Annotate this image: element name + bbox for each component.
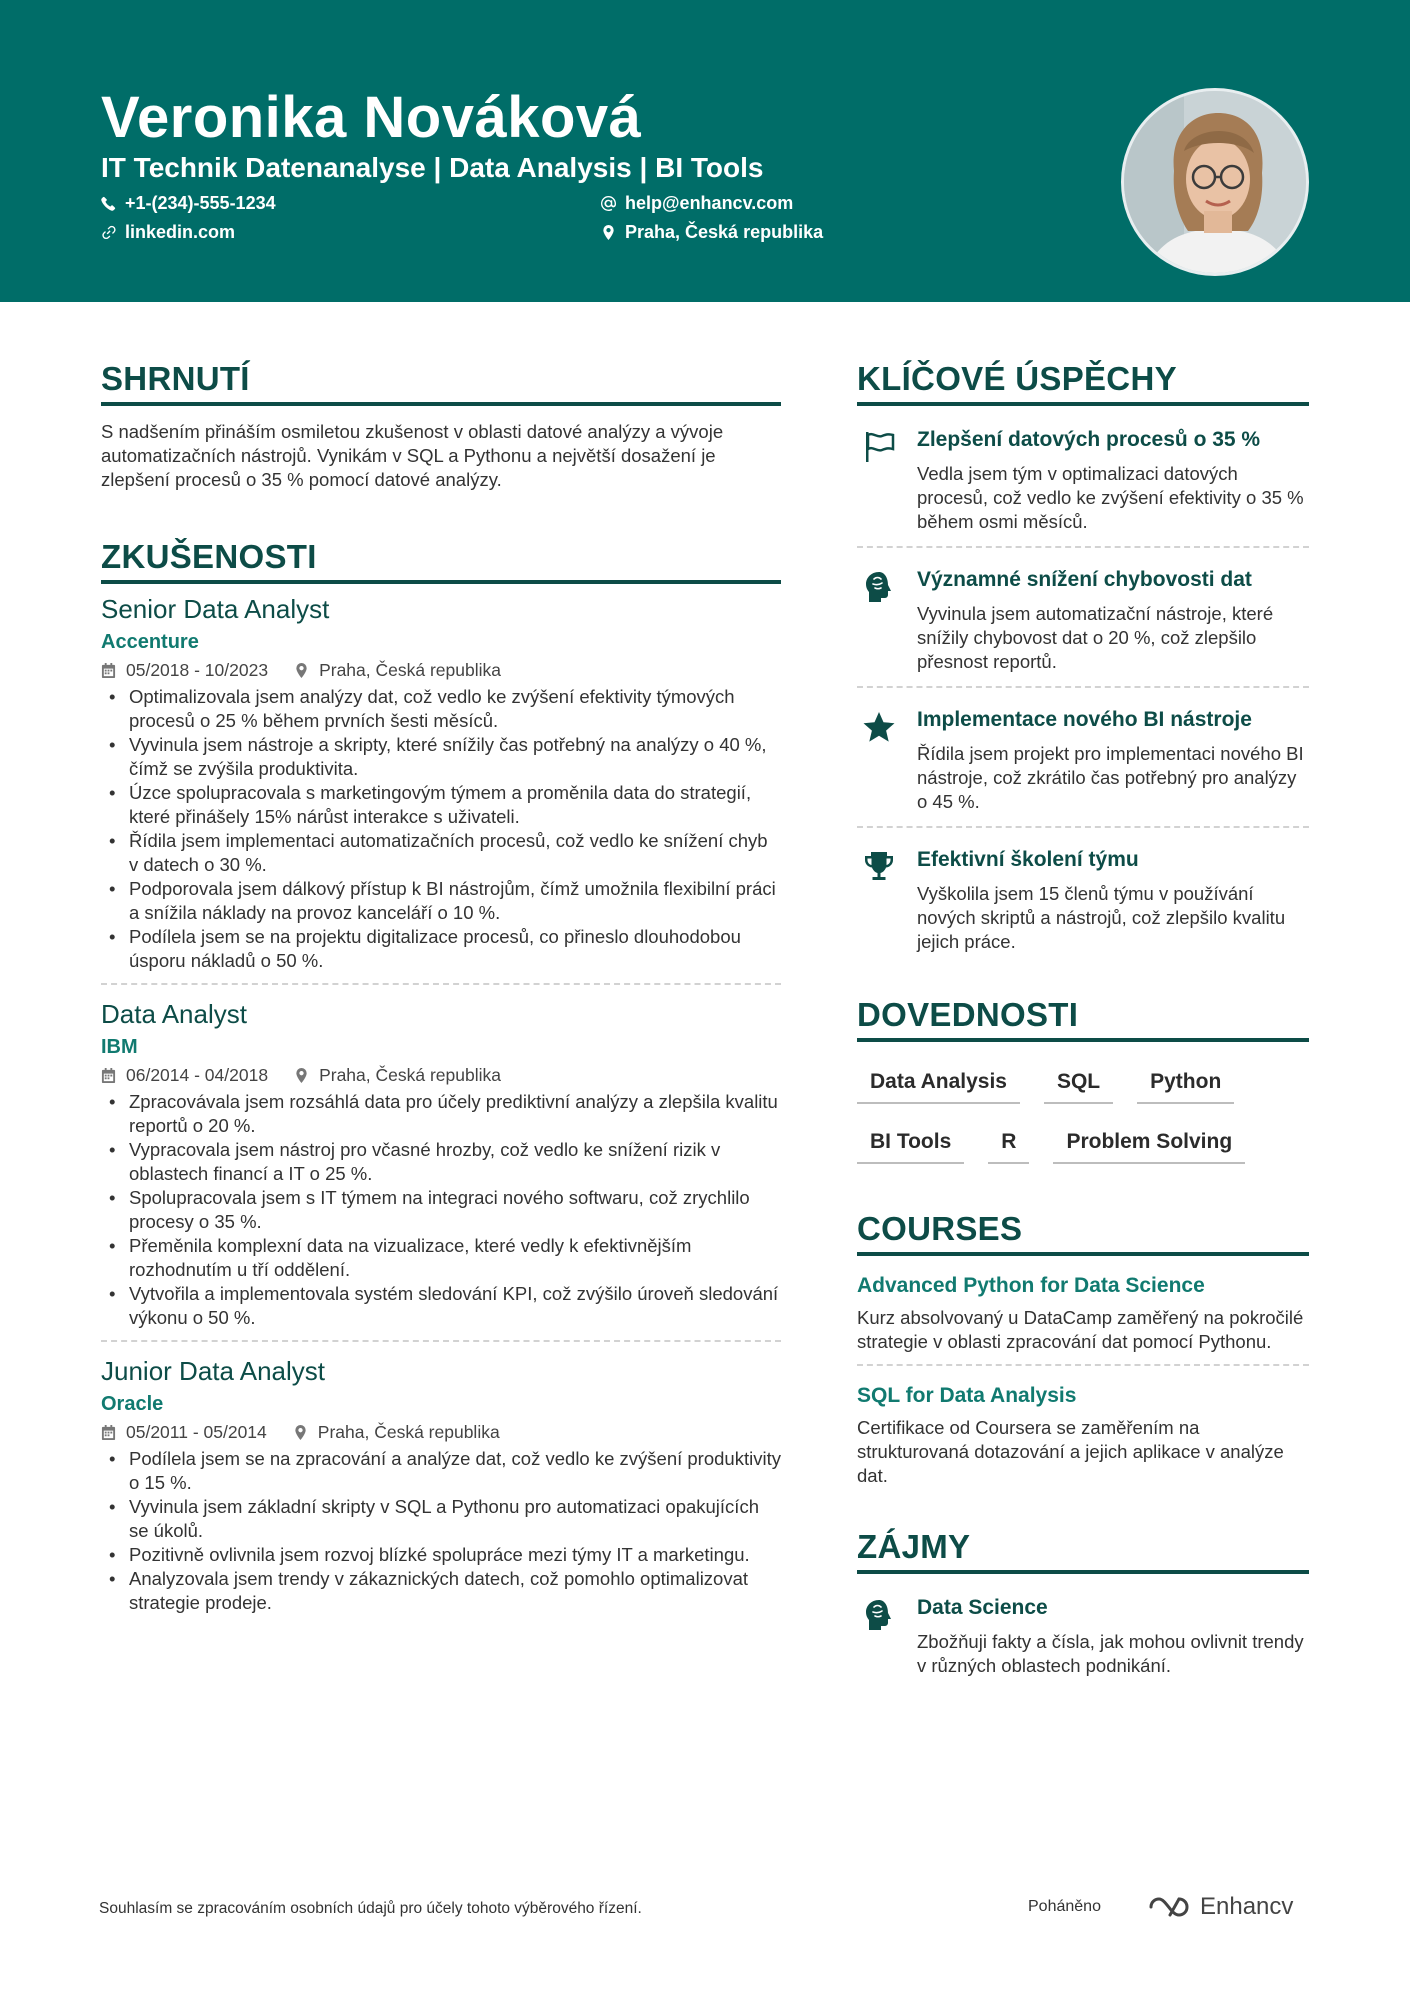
candidate-name: Veronika Nováková <box>101 85 642 150</box>
skill-tag: Problem Solving <box>1053 1130 1245 1164</box>
job-meta <box>101 1065 781 1086</box>
job-bullet: • Přeměnila komplexní data na vizualizace, které vedly k efektivnějším rozhodnutím u tří oddělení. <box>101 1234 781 1282</box>
achievement-text: Vedla jsem tým v optimalizaci datových procesů, což vedlo ke zvýšení efektivity o 35 % během osmi měsíců. <box>917 463 1304 532</box>
course-text: Kurz absolvovaný u DataCamp zaměřený na pokročilé strategie v oblasti zpracování dat pomocí Pythonu. <box>857 1307 1304 1352</box>
job-bullet: • Řídila jsem implementaci automatizačních procesů, což vedlo ke snížení chyb v datech o 30 %. <box>101 829 781 877</box>
achievement-item <box>857 704 1309 828</box>
contact-linkedin[interactable] <box>101 222 235 243</box>
job-location-text: Praha, Česká republika <box>319 660 501 680</box>
trophy-icon <box>862 850 896 954</box>
summary-section <box>101 360 781 492</box>
achievement-item <box>857 844 1309 966</box>
skills-heading: DOVEDNOSTI <box>857 996 1309 1042</box>
interests-section <box>857 1528 1309 1690</box>
job-entry <box>101 999 781 1342</box>
enhancv-logo-icon <box>1148 1894 1192 1920</box>
interest-body <box>917 1596 1309 1678</box>
experience-heading: ZKUŠENOSTI <box>101 538 781 584</box>
job-dates-text: 06/2014 - 04/2018 <box>126 1065 269 1085</box>
job-bullet: • Úzce spolupracovala s marketingovým týmem a proměnila data do strategií, které přinášely 15% nárůst interakce s uživateli. <box>101 781 781 829</box>
company-name: IBM <box>101 1036 138 1058</box>
jobs-list <box>101 594 781 1625</box>
skill-tag: SQL <box>1044 1070 1113 1104</box>
job-meta <box>101 1422 781 1443</box>
achievement-title: Zlepšení datových procesů o 35 % <box>917 428 1261 451</box>
course-text: Certifikace od Coursera se zaměřením na strukturovaná dotazování a jejich aplikace v analýze dat. <box>857 1417 1284 1486</box>
achievement-text: Řídila jsem projekt pro implementaci nového BI nástroje, což zkrátilo čas potřebný pro analýzy o 45 %. <box>917 743 1304 812</box>
skill-tag: R <box>988 1130 1029 1164</box>
job-meta <box>101 660 781 681</box>
map-pin-icon <box>293 1425 308 1440</box>
link-icon <box>101 225 116 240</box>
skill-tag: Data Analysis <box>857 1070 1020 1104</box>
summary-text: S nadšením přináším osmiletou zkušenost v oblasti datové analýzy a vývoje automatizačních nástrojů. Vynikám v SQL a Pythonu a největší dosažení je zlepšení procesů o 35 % pomocí datové analýzy. <box>101 421 724 490</box>
achievement-icon-wrap <box>857 708 901 814</box>
achievement-body <box>917 708 1309 814</box>
resume-header <box>0 0 1410 302</box>
courses-heading: COURSES <box>857 1210 1309 1256</box>
company-name: Oracle <box>101 1393 164 1415</box>
achievements-heading: KLÍČOVÉ ÚSPĚCHY <box>857 360 1309 406</box>
job-bullets <box>101 685 781 973</box>
linkedin-text: linkedin.com <box>125 222 236 242</box>
left-column <box>101 360 781 1639</box>
contact-phone <box>101 193 276 214</box>
job-bullets <box>101 1090 781 1330</box>
portrait-icon <box>1124 91 1309 276</box>
brain-head-icon <box>862 1598 896 1678</box>
location-text: Praha, Česká republika <box>625 222 824 242</box>
job-bullet: • Podílela jsem se na projektu digitalizace procesů, co přineslo dlouhodobou úsporu nákladů o 50 %. <box>101 925 781 973</box>
map-pin-icon <box>294 663 309 678</box>
job-dates <box>101 1065 268 1086</box>
phone-icon <box>101 196 116 211</box>
course-item <box>857 1274 1309 1366</box>
right-column <box>857 360 1309 1706</box>
job-dates <box>101 1422 267 1443</box>
skill-tag: BI Tools <box>857 1130 964 1164</box>
achievement-icon-wrap <box>857 568 901 674</box>
job-location <box>294 660 501 681</box>
interest-text: Zbožňuji fakty a čísla, jak mohou ovlivnit trendy v různých oblastech podnikání. <box>917 1631 1304 1676</box>
flag-icon <box>862 430 896 534</box>
calendar-icon <box>101 1425 116 1440</box>
job-location-text: Praha, Česká republika <box>319 1065 501 1085</box>
achievement-icon-wrap <box>857 848 901 954</box>
candidate-headline: IT Technik Datenanalyse | Data Analysis | BI Tools <box>101 152 764 183</box>
job-dates-text: 05/2018 - 10/2023 <box>126 660 269 680</box>
contact-email[interactable] <box>601 193 793 214</box>
job-bullet: • Pozitivně ovlivnila jsem rozvoj blízké spolupráce mezi týmy IT a marketingu. <box>101 1543 781 1567</box>
achievement-body <box>917 428 1309 534</box>
brain-head-icon <box>862 570 896 674</box>
job-bullet: • Vytvořila a implementovala systém sledování KPI, což zvýšilo úroveň sledování výkonu o 50 %. <box>101 1282 781 1330</box>
map-pin-icon <box>294 1068 309 1083</box>
achievement-title: Významné snížení chybovosti dat <box>917 568 1252 591</box>
interests-list <box>857 1592 1309 1690</box>
job-title: Senior Data Analyst <box>101 594 330 624</box>
job-bullets <box>101 1447 781 1615</box>
job-entry <box>101 1356 781 1625</box>
phone-text: +1-(234)-555-1234 <box>125 193 276 213</box>
interests-heading: ZÁJMY <box>857 1528 1309 1574</box>
job-bullet: • Podílela jsem se na zpracování a analýze dat, což vedlo ke zvýšení produktivity o 15 %. <box>101 1447 781 1495</box>
job-bullet: • Analyzovala jsem trendy v zákaznických datech, což pomohlo optimalizovat strategie prodeje. <box>101 1567 781 1615</box>
job-bullet: • Vypracovala jsem nástroj pro včasné hrozby, což vedlo ke snížení rizik v oblastech financí a IT o 25 %. <box>101 1138 781 1186</box>
achievement-item <box>857 564 1309 688</box>
job-title: Junior Data Analyst <box>101 1356 326 1386</box>
achievements-list <box>857 424 1309 966</box>
interest-icon-wrap <box>857 1596 901 1678</box>
job-bullet: • Spolupracovala jsem s IT týmem na integraci nového softwaru, což zrychlilo procesy o 35 %. <box>101 1186 781 1234</box>
course-item <box>857 1384 1309 1498</box>
courses-list <box>857 1274 1309 1498</box>
job-location-text: Praha, Česká republika <box>317 1422 500 1442</box>
achievement-body <box>917 568 1309 674</box>
achievement-icon-wrap <box>857 428 901 534</box>
job-bullet: • Optimalizovala jsem analýzy dat, což vedlo ke zvýšení efektivity týmových procesů o 25 % během prvních šesti měsíců. <box>101 685 781 733</box>
job-bullet: • Vyvinula jsem základní skripty v SQL a Pythonu pro automatizaci opakujících se úkolů. <box>101 1495 781 1543</box>
map-pin-icon <box>601 225 616 240</box>
interest-title: Data Science <box>917 1596 1048 1619</box>
job-location <box>294 1065 501 1086</box>
enhancv-logo[interactable] <box>1148 1893 1293 1921</box>
course-title: Advanced Python for Data Science <box>857 1274 1205 1297</box>
powered-by-text: Poháněno <box>1028 1898 1101 1915</box>
job-dates-text: 05/2011 - 05/2014 <box>126 1422 267 1442</box>
skill-tag: Python <box>1137 1070 1234 1104</box>
achievement-text: Vyvinula jsem automatizační nástroje, které snížily chybovost dat o 20 %, což zlepšilo přesnost reportů. <box>917 603 1274 672</box>
summary-heading: SHRNUTÍ <box>101 360 781 406</box>
calendar-icon <box>101 1068 116 1083</box>
achievement-title: Implementace nového BI nástroje <box>917 708 1252 731</box>
email-text: help@enhancv.com <box>625 193 794 213</box>
consent-text: Souhlasím se zpracováním osobních údajů pro účely tohoto výběrového řízení. <box>99 1900 642 1917</box>
profile-photo <box>1121 88 1309 276</box>
job-title: Data Analyst <box>101 999 247 1029</box>
job-dates <box>101 660 268 681</box>
achievement-body <box>917 848 1309 954</box>
courses-section <box>857 1210 1309 1498</box>
company-name: Accenture <box>101 631 199 653</box>
job-bullet: • Podporovala jsem dálkový přístup k BI nástrojům, čímž umožnila flexibilní práci a snížila náklady na provoz kanceláří o 10 %. <box>101 877 781 925</box>
achievement-item <box>857 424 1309 548</box>
calendar-icon <box>101 663 116 678</box>
skills-list <box>857 1070 1309 1164</box>
at-icon <box>601 196 616 211</box>
experience-section <box>101 538 781 1625</box>
achievement-text: Vyškolila jsem 15 členů týmu v používání nových skriptů a nástrojů, což zlepšilo kvalitu jejich práce. <box>917 883 1286 952</box>
job-location <box>293 1422 500 1443</box>
enhancv-brand-text: Enhancv <box>1200 1893 1294 1920</box>
contact-location <box>601 222 823 243</box>
job-bullet: • Zpracovávala jsem rozsáhlá data pro účely prediktivní analýzy a zlepšila kvalitu reportů o 20 %. <box>101 1090 781 1138</box>
job-entry <box>101 594 781 985</box>
interest-item <box>857 1592 1309 1690</box>
skills-section <box>857 996 1309 1164</box>
achievements-section <box>857 360 1309 966</box>
job-bullet: • Vyvinula jsem nástroje a skripty, které snížily čas potřebný na analýzy o 40 %, čímž se zvýšila produktivita. <box>101 733 781 781</box>
star-icon <box>862 710 896 814</box>
course-title: SQL for Data Analysis <box>857 1384 1077 1407</box>
achievement-title: Efektivní školení týmu <box>917 848 1139 871</box>
